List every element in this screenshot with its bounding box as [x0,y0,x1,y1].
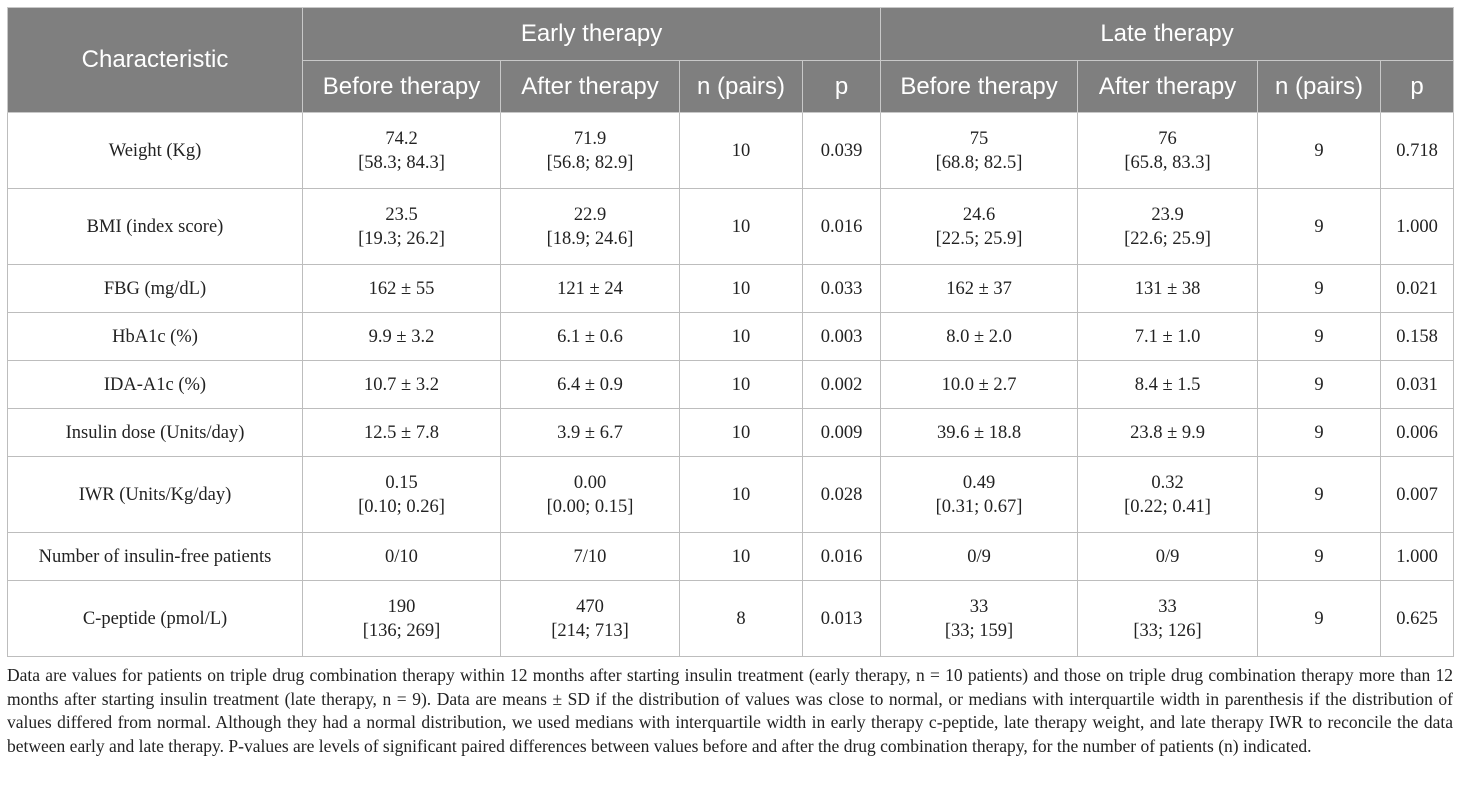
table-container [7,7,1453,657]
early-n-value: 10 [680,189,803,265]
cell-primary-value: 0.00 [573,472,607,493]
cell-primary-value: 22.9 [573,204,607,225]
early-p-value: 0.002 [803,361,881,409]
table-row [8,265,1454,313]
row-label: BMI (index score) [8,189,303,265]
cell-primary-value: 0.49 [962,472,996,493]
early-after-value [501,533,680,581]
late-before-value [881,189,1078,265]
cell-primary-value: 24.6 [962,204,996,225]
late-p-value: 1.000 [1381,189,1454,265]
cell-range-value: [18.9; 24.6] [546,228,634,249]
early-before-value [303,361,501,409]
header-late-before: Before therapy [881,61,1078,113]
table-body [8,113,1454,657]
early-before-value [303,313,501,361]
early-before-value [303,265,501,313]
early-before-value [303,581,501,657]
table-header [8,8,1454,113]
early-p-value: 0.016 [803,533,881,581]
cell-primary-value: 39.6 ± 18.8 [936,422,1022,443]
cell-primary-value: 76 [1158,128,1177,149]
cell-primary-value: 74.2 [385,128,418,149]
late-p-value: 0.007 [1381,457,1454,533]
cell-primary-value: 0/10 [385,546,418,567]
table-row [8,409,1454,457]
row-label: FBG (mg/dL) [8,265,303,313]
cell-range-value: [214; 713] [551,620,629,641]
cell-primary-value: 9.9 ± 3.2 [368,326,435,347]
late-after-value [1078,581,1258,657]
late-p-value: 1.000 [1381,533,1454,581]
header-late-n: n (pairs) [1258,61,1381,113]
early-n-value: 10 [680,457,803,533]
cell-primary-value: 23.5 [385,204,418,225]
late-n-value: 9 [1258,189,1381,265]
late-after-value [1078,313,1258,361]
cell-primary-value: 0.15 [385,472,418,493]
cell-range-value: [68.8; 82.5] [935,152,1023,173]
early-p-value: 0.013 [803,581,881,657]
cell-primary-value: 6.4 ± 0.9 [557,374,623,395]
late-before-value [881,581,1078,657]
late-after-value [1078,113,1258,189]
late-n-value: 9 [1258,265,1381,313]
late-after-value [1078,457,1258,533]
table-row [8,533,1454,581]
cell-primary-value: 33 [969,596,989,617]
cell-range-value: [22.5; 25.9] [935,228,1023,249]
cell-range-value: [0.00; 0.15] [546,496,634,517]
table-row [8,457,1454,533]
early-after-value [501,361,680,409]
late-before-value [881,533,1078,581]
cell-primary-value: 12.5 ± 7.8 [364,422,439,443]
late-n-value: 9 [1258,581,1381,657]
cell-range-value: [22.6; 25.9] [1124,228,1211,249]
cell-primary-value: 75 [969,128,989,149]
early-after-value [501,189,680,265]
table-row [8,361,1454,409]
cell-primary-value: 10.7 ± 3.2 [364,374,439,395]
table-row [8,189,1454,265]
header-late-p: p [1381,61,1454,113]
late-p-value: 0.031 [1381,361,1454,409]
early-p-value: 0.028 [803,457,881,533]
cell-range-value: [0.22; 0.41] [1124,496,1211,517]
early-before-value [303,533,501,581]
cell-primary-value: 470 [576,596,604,617]
cell-primary-value: 190 [387,596,416,617]
early-after-value [501,581,680,657]
header-late-after: After therapy [1078,61,1258,113]
cell-primary-value: 0.32 [1151,472,1184,493]
early-n-value: 10 [680,313,803,361]
header-early-after: After therapy [501,61,680,113]
early-after-value [501,313,680,361]
cell-primary-value: 0/9 [1155,546,1180,567]
late-n-value: 9 [1258,533,1381,581]
row-label: C-peptide (pmol/L) [8,581,303,657]
early-after-value [501,409,680,457]
late-n-value: 9 [1258,361,1381,409]
early-n-value: 8 [680,581,803,657]
header-early-before: Before therapy [303,61,501,113]
early-before-value [303,189,501,265]
late-after-value [1078,409,1258,457]
header-characteristic: Characteristic [8,8,303,113]
cell-primary-value: 23.9 [1151,204,1184,225]
row-label: IDA-A1c (%) [8,361,303,409]
early-p-value: 0.039 [803,113,881,189]
cell-primary-value: 10.0 ± 2.7 [941,374,1017,395]
early-before-value [303,457,501,533]
table-footnote: Data are values for patients on triple drug combination therapy within 12 months after starting insulin treatment (early therapy, n = 10 patients) and those on triple drug combination therapy more than 12 months after starting insulin treatment (late therapy, n = 9). Data are means ± SD if the distribution of values was close to normal, or medians with interquartile width in parenthesis if the distribution of values differed from normal. Although they had a normal distribution, we used medians with interquartile width in early therapy c-peptide, late therapy weight, and late therapy IWR to reconcile the data between early and late therapy. P-values are levels of significant paired differences between values before and after the drug combination therapy, for the number of patients (n) indicated. [7,665,1453,756]
cell-range-value: [0.31; 0.67] [935,496,1023,517]
early-n-value: 10 [680,409,803,457]
header-group-late: Late therapy [881,8,1454,61]
cell-primary-value: 121 ± 24 [557,278,623,299]
late-after-value [1078,361,1258,409]
late-before-value [881,265,1078,313]
late-before-value [881,313,1078,361]
cell-range-value: [33; 126] [1133,620,1202,641]
cell-primary-value: 6.1 ± 0.6 [557,326,623,347]
early-n-value: 10 [680,113,803,189]
cell-primary-value: 8.0 ± 2.0 [946,326,1012,347]
cell-range-value: [0.10; 0.26] [358,496,445,517]
cell-range-value: [136; 269] [362,620,441,641]
early-n-value: 10 [680,361,803,409]
cell-primary-value: 23.8 ± 9.9 [1130,422,1205,443]
table-row [8,313,1454,361]
row-label: IWR (Units/Kg/day) [8,457,303,533]
late-n-value: 9 [1258,457,1381,533]
table-row [8,581,1454,657]
header-early-p: p [803,61,881,113]
early-after-value [501,457,680,533]
cell-primary-value: 3.9 ± 6.7 [557,422,623,443]
cell-primary-value: 131 ± 38 [1134,278,1201,299]
cell-primary-value: 162 ± 37 [946,278,1012,299]
cell-range-value: [58.3; 84.3] [358,152,445,173]
late-before-value [881,361,1078,409]
early-before-value [303,409,501,457]
cell-range-value: [19.3; 26.2] [358,228,445,249]
early-p-value: 0.003 [803,313,881,361]
row-label: Number of insulin-free patients [8,533,303,581]
header-early-n: n (pairs) [680,61,803,113]
early-n-value: 10 [680,533,803,581]
cell-range-value: [65.8, 83.3] [1124,152,1211,173]
late-before-value [881,409,1078,457]
cell-primary-value: 33 [1158,596,1177,617]
late-before-value [881,457,1078,533]
early-before-value [303,113,501,189]
late-p-value: 0.718 [1381,113,1454,189]
late-before-value [881,113,1078,189]
late-n-value: 9 [1258,113,1381,189]
row-label: Weight (Kg) [8,113,303,189]
results-table [7,7,1454,657]
table-row [8,113,1454,189]
cell-range-value: [56.8; 82.9] [546,152,634,173]
cell-primary-value: 71.9 [573,128,607,149]
cell-primary-value: 7/10 [573,546,607,567]
early-p-value: 0.009 [803,409,881,457]
late-n-value: 9 [1258,313,1381,361]
early-n-value: 10 [680,265,803,313]
late-after-value [1078,265,1258,313]
late-p-value: 0.625 [1381,581,1454,657]
early-p-value: 0.016 [803,189,881,265]
cell-primary-value: 0/9 [967,546,991,567]
early-p-value: 0.033 [803,265,881,313]
early-after-value [501,265,680,313]
late-p-value: 0.021 [1381,265,1454,313]
late-n-value: 9 [1258,409,1381,457]
header-group-early: Early therapy [303,8,881,61]
late-p-value: 0.158 [1381,313,1454,361]
cell-range-value: [33; 159] [944,620,1014,641]
late-p-value: 0.006 [1381,409,1454,457]
cell-primary-value: 8.4 ± 1.5 [1134,374,1201,395]
early-after-value [501,113,680,189]
cell-primary-value: 162 ± 55 [368,278,435,299]
cell-primary-value: 7.1 ± 1.0 [1134,326,1201,347]
late-after-value [1078,189,1258,265]
late-after-value [1078,533,1258,581]
row-label: HbA1c (%) [8,313,303,361]
row-label: Insulin dose (Units/day) [8,409,303,457]
